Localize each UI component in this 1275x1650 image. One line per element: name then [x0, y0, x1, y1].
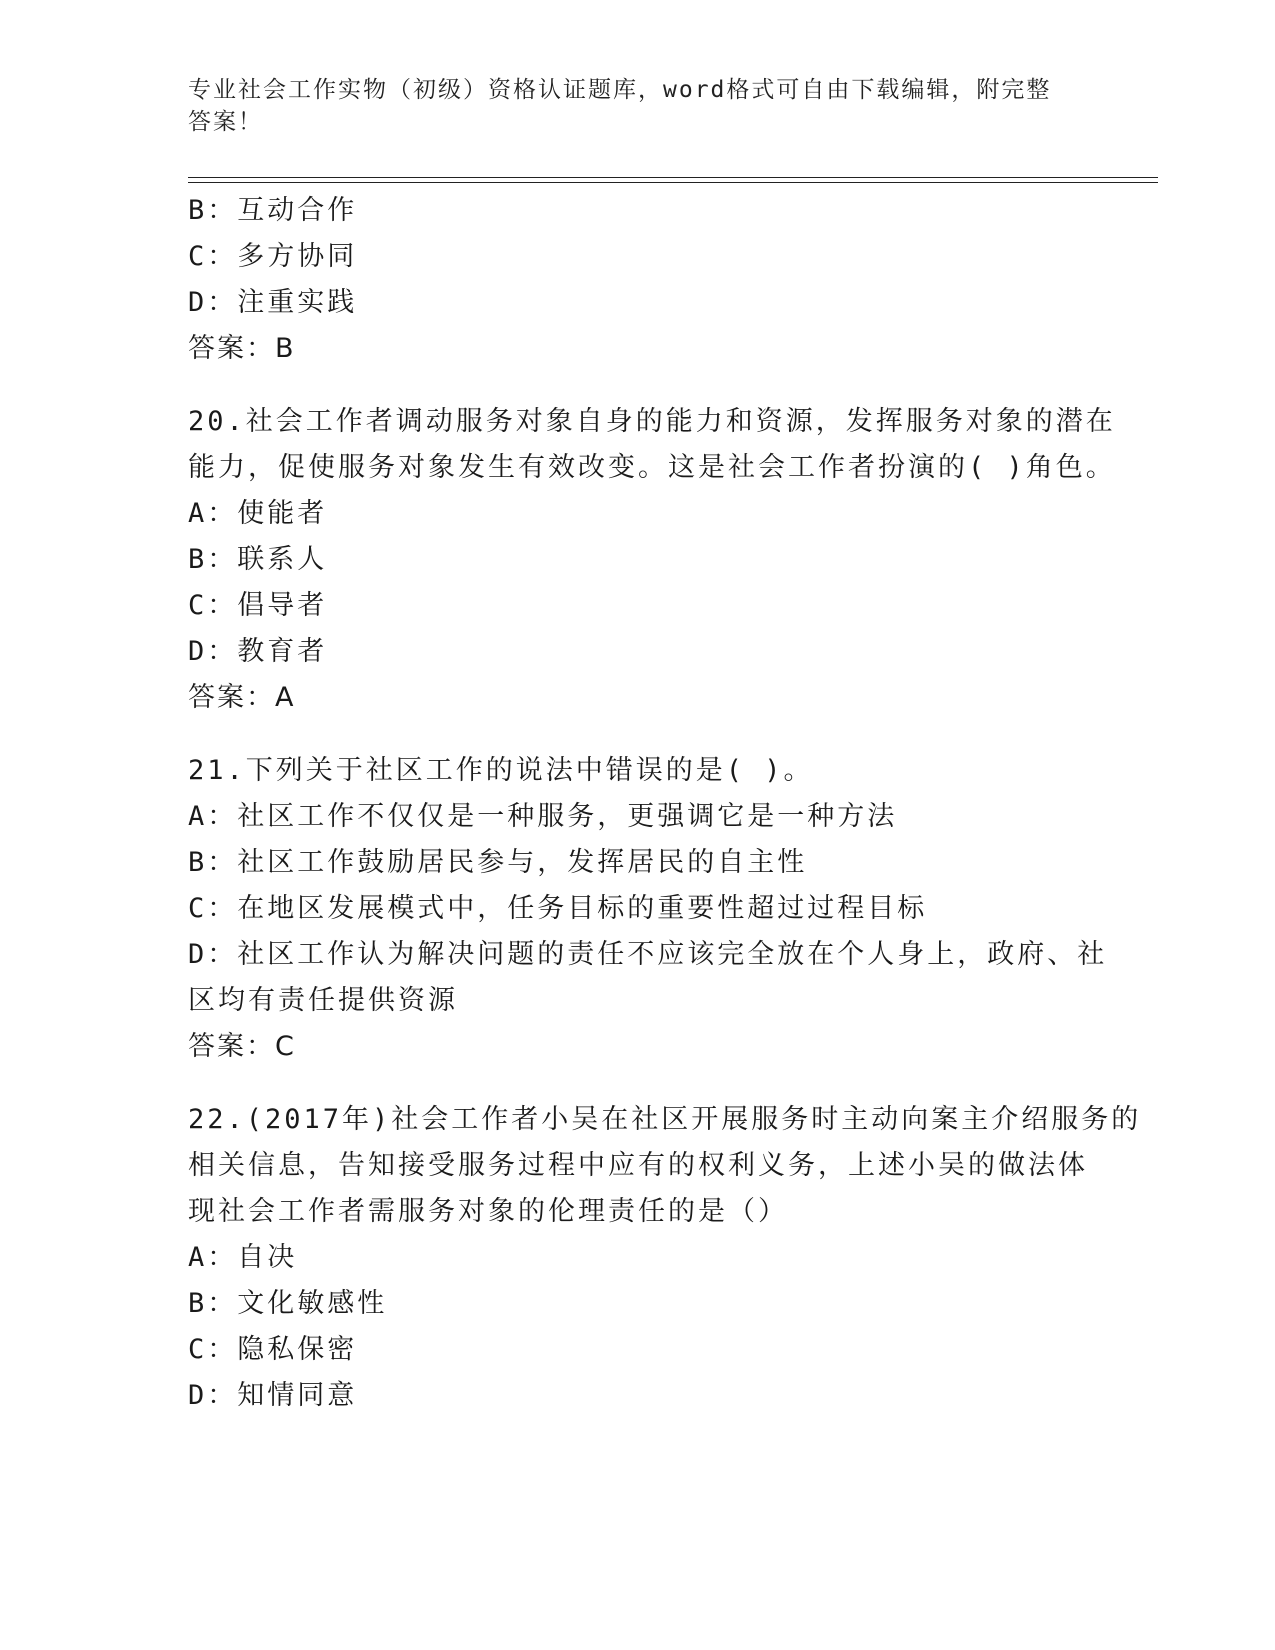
- option-d: D：注重实践: [188, 287, 358, 318]
- option-b: B：社区工作鼓励居民参与，发挥居民的自主性: [188, 847, 808, 878]
- option-d: D：知情同意: [188, 1380, 358, 1411]
- question-block-21: [188, 748, 1108, 1070]
- answer: 答案：B: [188, 333, 296, 364]
- option-d-continued: 区均有责任提供资源: [188, 985, 458, 1016]
- option-a: A：社区工作不仅仅是一种服务，更强调它是一种方法: [188, 801, 898, 832]
- option-d: D：社区工作认为解决问题的责任不应该完全放在个人身上，政府、社: [188, 939, 1108, 970]
- answer: 答案：A: [188, 682, 296, 713]
- question-text: 21.下列关于社区工作的说法中错误的是( )。: [188, 755, 814, 786]
- option-d: D：教育者: [188, 636, 328, 667]
- option-b: B：文化敏感性: [188, 1288, 388, 1319]
- document-body: [188, 188, 1142, 1419]
- option-c: C：隐私保密: [188, 1334, 358, 1365]
- option-a: A：使能者: [188, 498, 328, 529]
- option-c: C：多方协同: [188, 241, 358, 272]
- question-text: 22.(2017年)社会工作者小吴在社区开展服务时主动向案主介绍服务的: [188, 1104, 1142, 1135]
- question-text: 20.社会工作者调动服务对象自身的能力和资源，发挥服务对象的潜在: [188, 406, 1116, 437]
- header-rule-bottom: [188, 182, 1158, 183]
- question-text: 能力，促使服务对象发生有效改变。这是社会工作者扮演的( )角色。: [188, 452, 1116, 483]
- option-b: B：互动合作: [188, 195, 358, 226]
- question-block-19: [188, 188, 1088, 372]
- header-rule-top: [188, 177, 1158, 178]
- option-c: C：倡导者: [188, 590, 328, 621]
- question-text: 相关信息，告知接受服务过程中应有的权利义务，上述小吴的做法体: [188, 1150, 1088, 1181]
- page-header: 专业社会工作实物（初级）资格认证题库，word格式可自由下载编辑，附完整答案！: [188, 77, 1052, 135]
- question-block-22: [188, 1097, 1142, 1419]
- option-a: A：自决: [188, 1242, 298, 1273]
- option-c: C：在地区发展模式中，任务目标的重要性超过过程目标: [188, 893, 928, 924]
- question-block-20: [188, 399, 1116, 721]
- question-text: 现社会工作者需服务对象的伦理责任的是（）: [188, 1196, 788, 1227]
- answer: 答案：C: [188, 1031, 296, 1062]
- option-b: B：联系人: [188, 544, 328, 575]
